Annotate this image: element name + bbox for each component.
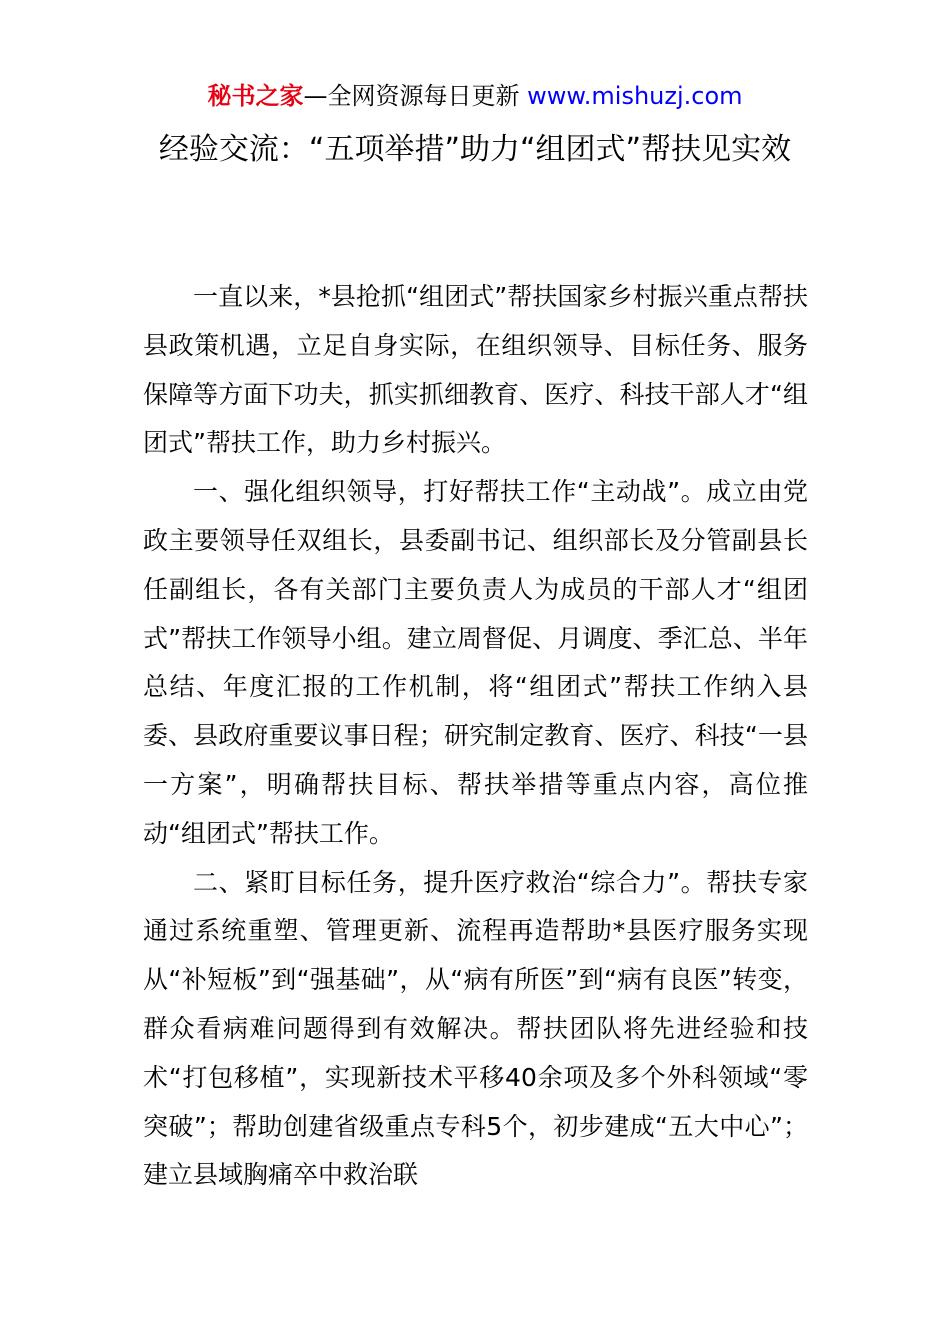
- paragraph-intro: 一直以来，*县抢抓“组团式”帮扶国家乡村振兴重点帮扶县政策机遇，立足自身实际，在组织领导、目标任务、服务保障等方面下功夫，抓实抓细教育、医疗、科技干部人才“组团式”帮扶工作，助力乡村振兴。: [143, 282, 808, 458]
- site-url-link[interactable]: www.mishuzj.com: [527, 82, 743, 110]
- document-body: [143, 273, 808, 1200]
- brand-name: 秘书之家: [207, 82, 304, 110]
- paragraph-section-2: 二、紧盯目标任务，提升医疗救治“综合力”。帮扶专家通过系统重塑、管理更新、流程再造帮助*县医疗服务实现从“补短板”到“强基础”，从“病有所医”到“病有良医”转变，群众看病难问题得到有效解决。帮扶团队将先进经验和技术“打包移植”，实现新技术平移40余项及多个外科领域“零突破”；帮助创建省级重点专科5个，初步建成“五大中心”；建立县域胸痛卒中救治联: [143, 867, 808, 1190]
- document-title: 经验交流：“五项举措”助力“组团式”帮扶见实效: [158, 132, 792, 167]
- banner-tagline: —全网资源每日更新: [303, 82, 528, 110]
- paragraph-section-1: 一、强化组织领导，打好帮扶工作“主动战”。成立由党政主要领导任双组长，县委副书记、组织部长及分管副县长任副组长，各有关部门主要负责人为成员的干部人才“组团式”帮扶工作领导小组。建立周督促、月调度、季汇总、半年总结、年度汇报的工作机制，将“组团式”帮扶工作纳入县委、县政府重要议事日程；研究制定教育、医疗、科技“一县一方案”，明确帮扶目标、帮扶举措等重点内容，高位推动“组团式”帮扶工作。: [143, 477, 808, 848]
- site-banner: [0, 78, 950, 114]
